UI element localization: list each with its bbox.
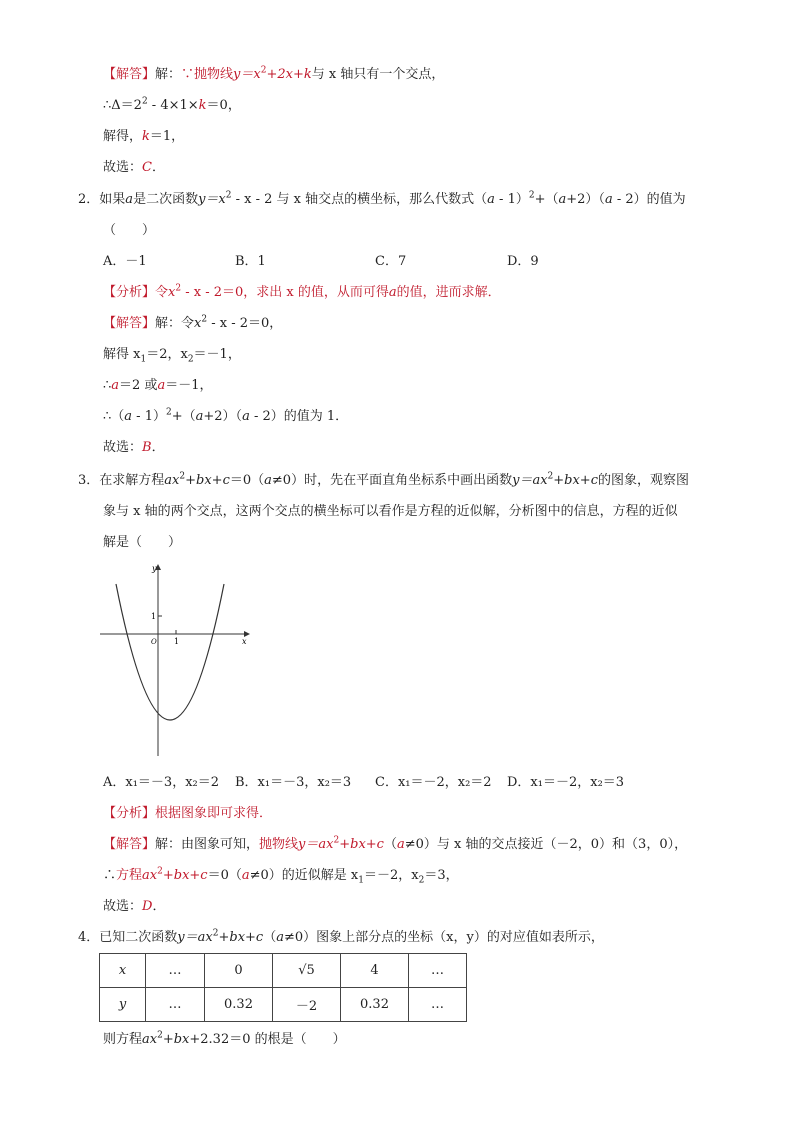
block1-line4: 故选：C． — [103, 160, 165, 175]
q2-step1: 解得 $x_1=2$，$x_2=-1$， — [103, 347, 241, 365]
table-cell: x — [100, 954, 146, 988]
q2-stem: 2．如果a是二次函数$y=x^2 - x - 2$ 与 x 轴交点的横坐标，那么代数式（a - 1）$^2$+（a+2）（a - 2）的值为 — [78, 190, 686, 207]
y-tick-one-label: 1 — [151, 612, 157, 621]
x-tick-one-label: 1 — [174, 637, 180, 646]
table-row — [100, 988, 467, 1022]
table-cell: －2 — [273, 988, 341, 1022]
q2-option-d: D．9 — [507, 254, 539, 269]
q2-step2: ∴a＝2 或a＝－1， — [103, 378, 213, 393]
q3-choice: 故选：D． — [103, 899, 166, 914]
y-axis-label: y — [152, 564, 157, 573]
q2-answer: 【解答】解：令$x^2 - x - 2=0$， — [103, 314, 283, 331]
q3-option-c: C．x₁＝－2，x₂＝2 — [375, 775, 492, 790]
parabola-curve — [116, 584, 224, 720]
q3-option-a: A．x₁＝－3，x₂＝2 — [103, 775, 220, 790]
q2-paren: （ ） — [103, 223, 156, 238]
table-cell: … — [146, 988, 205, 1022]
answer-tag: 【解答】 — [103, 67, 156, 82]
q3-step1: ∴方程$ax^2+bx+c=0(a\ne 0)$的近似解是 $x_1=-2$，$x_2=3$， — [103, 866, 459, 886]
q2-option-b: B．1 — [235, 254, 266, 269]
table-cell: … — [146, 954, 205, 988]
q3-option-d: D．x₁＝－2，x₂＝3 — [507, 775, 625, 790]
table-cell: 0.32 — [341, 988, 409, 1022]
q2-choice: 故选：B． — [103, 440, 165, 455]
q2-option-c: C．7 — [375, 254, 407, 269]
x-axis-label: x — [242, 637, 247, 646]
table-cell: 0.32 — [205, 988, 273, 1022]
table-cell: 4 — [341, 954, 409, 988]
q3-stem-line3: 解是（ ） — [103, 535, 182, 550]
q4-last-line: 则方程$ax^2+bx+2.32=0$ 的根是（ ） — [103, 1030, 346, 1047]
table-cell: … — [409, 988, 467, 1022]
q3-option-b: B．x₁＝－3，x₂＝3 — [235, 775, 352, 790]
parabola-graph — [96, 560, 256, 760]
q3-analysis: 【分析】根据图象即可求得． — [103, 806, 273, 821]
q2-analysis: 【分析】令$x^2 - x - 2=0$，求出 x 的值，从而可得a的值，进而求解． — [103, 283, 501, 300]
table-cell-sqrt5: √5 — [273, 954, 341, 988]
q4-stem: 4．已知二次函数$y=ax^2+bx+c(a\ne 0)$图象上部分点的坐标（x，y）的对应值如表所示， — [78, 928, 604, 945]
q3-stem-line2: 象与 x 轴的两个交点，这两个交点的横坐标可以看作是方程的近似解，分析图中的信息，方程的近似 — [103, 504, 678, 519]
block1-line3: 解得，k＝1， — [103, 129, 185, 144]
block1-line1: 【解答】解：∵抛物线$y=x^2+2x+k$与 x 轴只有一个交点， — [103, 65, 445, 82]
q2-step3: ∴（a - 1）$^2$+（a+2）（a - 2）的值为 1． — [103, 407, 349, 424]
q3-stem-line1: 3．在求解方程$ax^2+bx+c=0(a\ne 0)$时，先在平面直角坐标系中画出函数$y=ax^2+bx+c$的图象，观察图 — [78, 471, 690, 488]
q3-answer: 【解答】解：由图象可知，抛物线$y=ax^2+bx+c(a\ne 0)$与 x 轴的交点接近（－2，0）和（3，0）， — [103, 835, 688, 852]
table-cell: … — [409, 954, 467, 988]
origin-label: O — [151, 638, 157, 646]
table-cell: 0 — [205, 954, 273, 988]
xy-value-table — [99, 953, 467, 1022]
table-row — [100, 954, 467, 988]
q2-option-a: A．－1 — [103, 254, 147, 269]
block1-line2: $\therefore\Delta=2^2 - 4\times 1\times k=0$， — [103, 96, 241, 113]
table-cell: y — [100, 988, 146, 1022]
